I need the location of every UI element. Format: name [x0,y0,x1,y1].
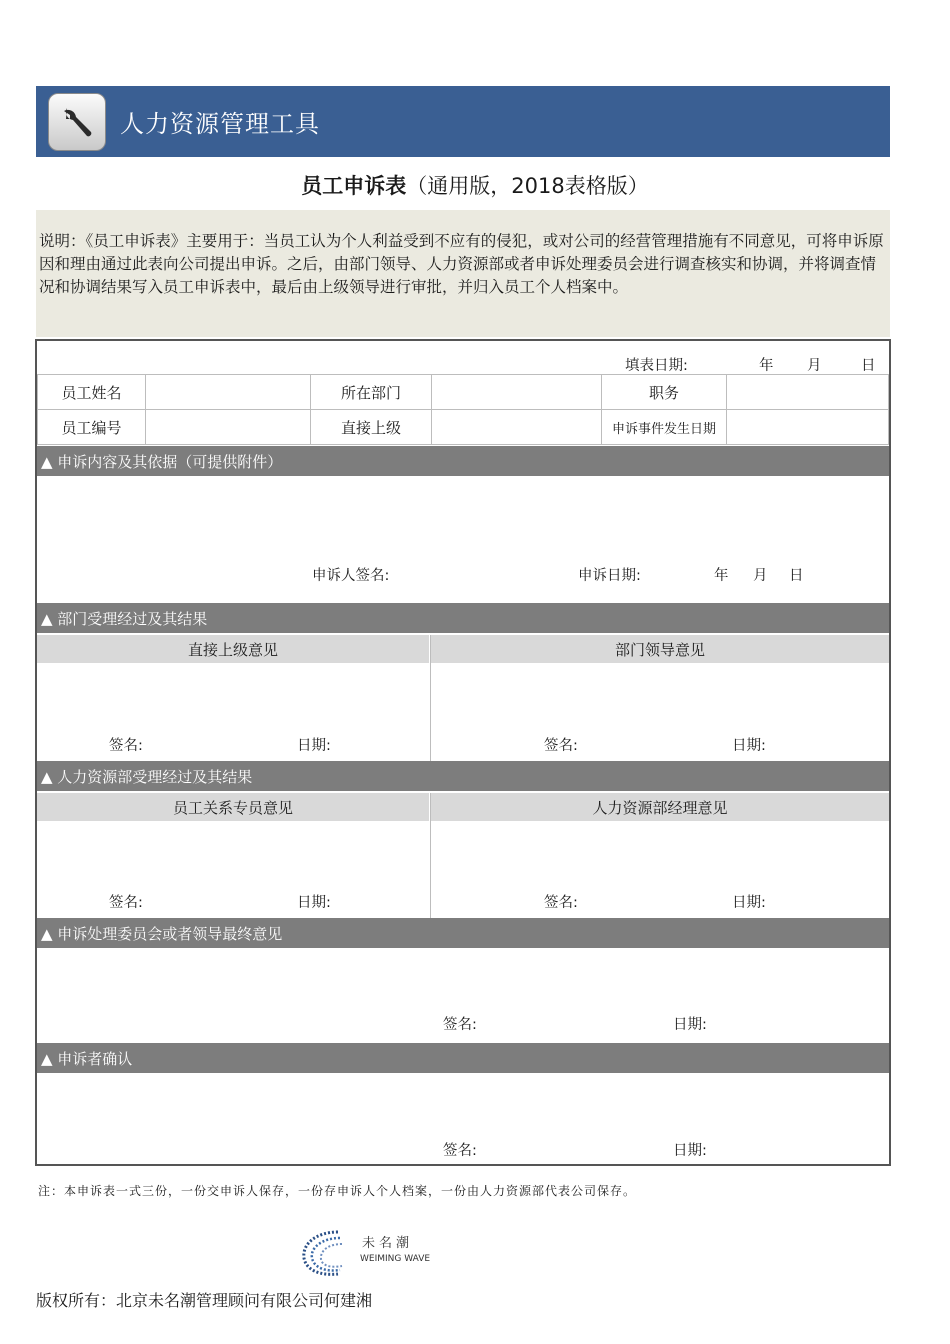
hr-manager-opinion-head: 人力资源部经理意见 [431,793,889,821]
hr-manager-opinion-area[interactable] [431,821,889,919]
fill-date-label: 填表日期: [625,358,688,374]
label-department: 所在部门 [310,374,432,410]
dept-leader-opinion-area[interactable] [431,663,889,761]
company-logo [298,1228,438,1280]
employee-relations-opinion-head: 员工关系专员意见 [37,793,429,821]
logo-en-text: WEIMING WAVE [360,1254,431,1264]
label-supervisor: 直接上级 [310,409,432,445]
section-confirmation: ▲ 申诉者确认 [37,1043,889,1073]
sign-label: 签名: [109,738,143,754]
fill-date-day: 日 [861,358,876,374]
date-label: 日期: [297,738,331,754]
date-label: 日期: [673,1017,707,1033]
date-label: 日期: [297,895,331,911]
department-field[interactable] [431,374,602,410]
label-event-date: 申诉事件发生日期 [601,409,727,445]
fill-date-month: 月 [807,358,822,374]
appeal-date-day: 日 [789,568,804,584]
appeal-date-label: 申诉日期: [578,568,641,584]
employee-number-field[interactable] [145,409,311,445]
copyright: 版权所有：北京未名潮管理顾问有限公司何建湘 [36,1291,373,1310]
event-date-field[interactable] [726,409,889,445]
fill-date-year: 年 [759,358,774,374]
header-band [36,86,890,157]
sign-label: 签名: [544,895,578,911]
logo-cn-text: 未名潮 [362,1236,414,1251]
page-title [0,170,950,200]
label-employee-name: 员工姓名 [37,374,146,410]
title-suffix: （通用版，2018表格版） [406,174,649,198]
supervisor-opinion-head: 直接上级意见 [37,635,429,663]
section-committee: ▲ 申诉处理委员会或者领导最终意见 [37,918,889,948]
supervisor-opinion-area[interactable] [37,663,429,761]
label-employee-number: 员工编号 [37,409,146,445]
position-field[interactable] [726,374,889,410]
sign-label: 签名: [443,1017,477,1033]
appeal-date-year: 年 [714,568,729,584]
app-title: 人力资源管理工具 [120,110,320,138]
employee-name-field[interactable] [145,374,311,410]
sign-label: 签名: [544,738,578,754]
appeal-form [35,339,891,1166]
date-label: 日期: [732,738,766,754]
wrench-icon [48,93,106,151]
sign-label: 签名: [443,1143,477,1159]
section-hr: ▲ 人力资源部受理经过及其结果 [37,761,889,791]
wave-logo-icon [298,1228,358,1280]
dept-leader-opinion-head: 部门领导意见 [431,635,889,663]
label-position: 职务 [601,374,727,410]
intro-text: 说明：《员工申诉表》主要用于：当员工认为个人利益受到不应有的侵犯，或对公司的经营管理措施有不同意见，可将申诉原因和理由通过此表向公司提出申诉。之后，由部门领导、人力资源部或者申诉处理委员会进行调查核实和协调，并将调查情况和协调结果写入员工申诉表中，最后由上级领导进行审批，并归入员工个人档案中。 [36,210,890,337]
appellant-sign-label: 申诉人签名: [312,568,390,584]
date-label: 日期: [732,895,766,911]
appeal-date-month: 月 [753,568,768,584]
section-department: ▲ 部门受理经过及其结果 [37,603,889,633]
footer-note: 注：本申诉表一式三份，一份交申诉人保存，一份存申诉人个人档案，一份由人力资源部代表公司保存。 [38,1184,637,1198]
supervisor-field[interactable] [431,409,602,445]
section-appeal-content: ▲ 申诉内容及其依据（可提供附件） [37,446,889,476]
date-label: 日期: [673,1143,707,1159]
employee-relations-opinion-area[interactable] [37,821,429,919]
title-main: 员工申诉表 [301,174,407,198]
sign-label: 签名: [109,895,143,911]
